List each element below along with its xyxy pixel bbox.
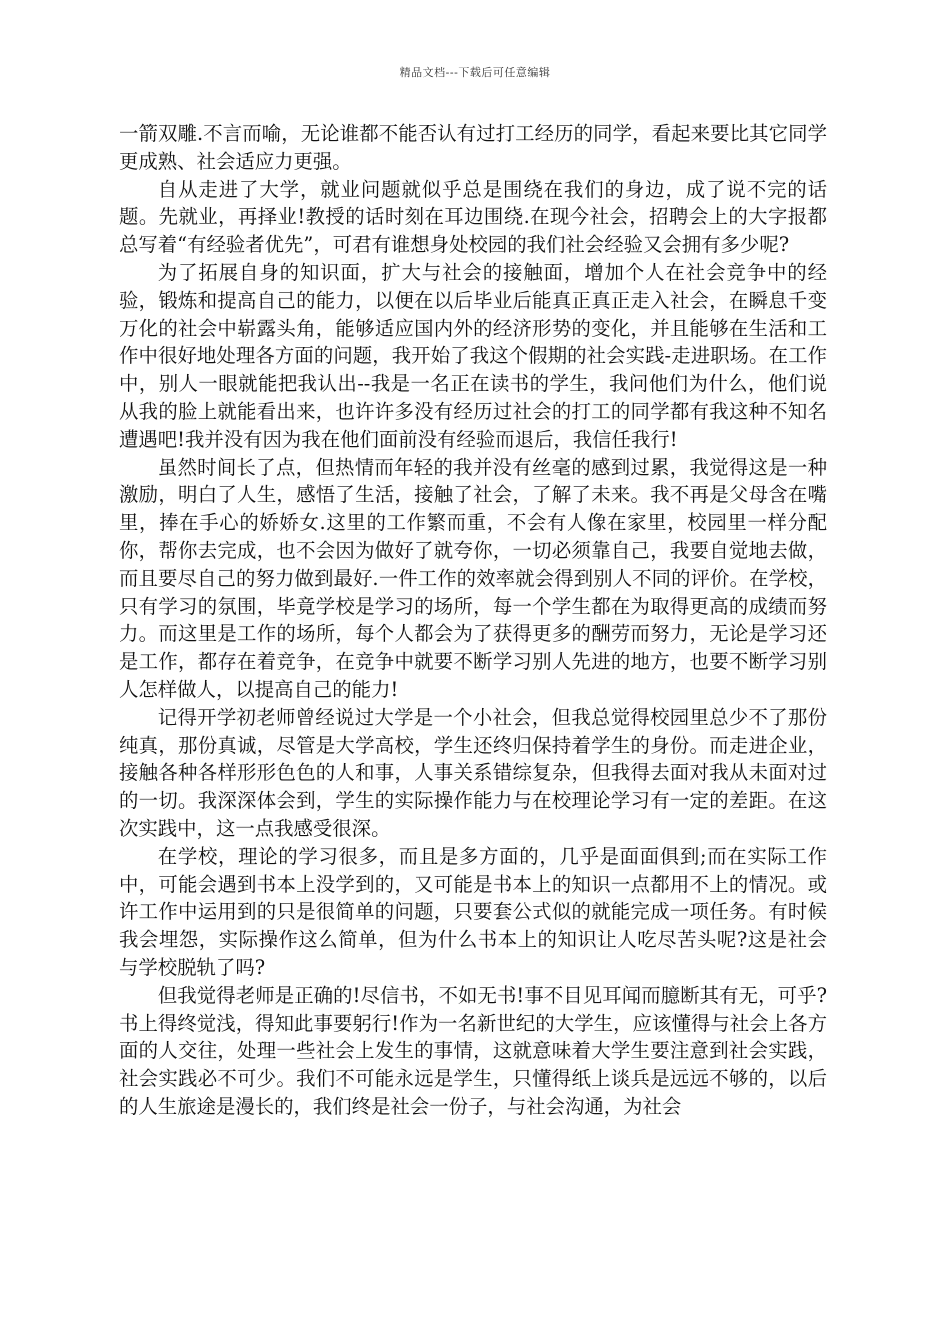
document-body	[119, 120, 827, 1121]
paragraph-2: 自从走进了大学，就业问题就似乎总是围绕在我们的身边，成了说不完的话题。先就业，再择业!教授的话时刻在耳边围绕.在现今社会，招聘会上的大字报都总写着“有经验者优先”，可君有谁想身处校园的我们社会经验又会拥有多少呢?	[119, 177, 827, 257]
paragraph-3: 为了拓展自身的知识面，扩大与社会的接触面，增加个人在社会竞争中的经验，锻炼和提高自己的能力，以便在以后毕业后能真正真正走入社会，在瞬息千变万化的社会中崭露头角，能够适应国内外的经济形势的变化，并且能够在生活和工作中很好地处理各方面的问题，我开始了我这个假期的社会实践-走进职场。在工作中，别人一眼就能把我认出--我是一名正在读书的学生，我问他们为什么，他们说从我的脸上就能看出来，也许许多没有经历过社会的打工的同学都有我这种不知名遭遇吧!我并没有因为我在他们面前没有经验而退后，我信任我行!	[119, 260, 827, 451]
paragraph-4: 虽然时间长了点，但热情而年轻的我并没有丝毫的感到过累，我觉得这是一种激励，明白了人生，感悟了生活，接触了社会，了解了未来。我不再是父母含在嘴里，捧在手心的娇娇女.这里的工作繁而重，不会有人像在家里，校园里一样分配你，帮你去完成，也不会因为做好了就夸你，一切必须靠自己，我要自觉地去做，而且要尽自己的努力做到最好.一件工作的效率就会得到别人不同的评价。在学校，只有学习的氛围，毕竟学校是学习的场所，每一个学生都在为取得更高的成绩而努力。而这里是工作的场所，每个人都会为了获得更多的酬劳而努力，无论是学习还是工作，都存在着竞争，在竞争中就要不断学习别人先进的地方，也要不断学习别人怎样做人，以提高自己的能力!	[119, 455, 827, 701]
paragraph-6: 在学校，理论的学习很多，而且是多方面的，几乎是面面俱到;而在实际工作中，可能会遇到书本上没学到的，又可能是书本上的知识一点都用不上的情况。或许工作中运用到的只是很简单的问题，只要套公式似的就能完成一项任务。有时候我会埋怨，实际操作这么简单，但为什么书本上的知识让人吃尽苦头呢?这是社会与学校脱轨了吗?	[119, 844, 827, 979]
paragraph-5: 记得开学初老师曾经说过大学是一个小社会，但我总觉得校园里总少不了那份纯真，那份真诚，尽管是大学高校，学生还终归保持着学生的身份。而走进企业，接触各种各样形形色色的人和事，人事关系错综复杂，但我得去面对我从未面对过的一切。我深深体会到，学生的实际操作能力与在校理论学习有一定的差距。在这次实践中，这一点我感受很深。	[119, 705, 827, 840]
paragraph-7: 但我觉得老师是正确的!尽信书，不如无书!事不目见耳闻而臆断其有无，可乎?书上得终觉浅，得知此事要躬行!作为一名新世纪的大学生，应该懂得与社会上各方面的人交往，处理一些社会上发生的事情，这就意味着大学生要注意到社会实践，社会实践必不可少。我们不可能永远是学生，只懂得纸上谈兵是远远不够的，以后的人生旅途是漫长的，我们终是社会一份子，与社会沟通，为社会	[119, 983, 827, 1118]
page-header: 精品文档---下载后可任意编辑	[399, 66, 551, 79]
paragraph-1: 一箭双雕.不言而喻，无论谁都不能否认有过打工经历的同学，看起来要比其它同学更成熟、社会适应力更强。	[119, 122, 827, 173]
